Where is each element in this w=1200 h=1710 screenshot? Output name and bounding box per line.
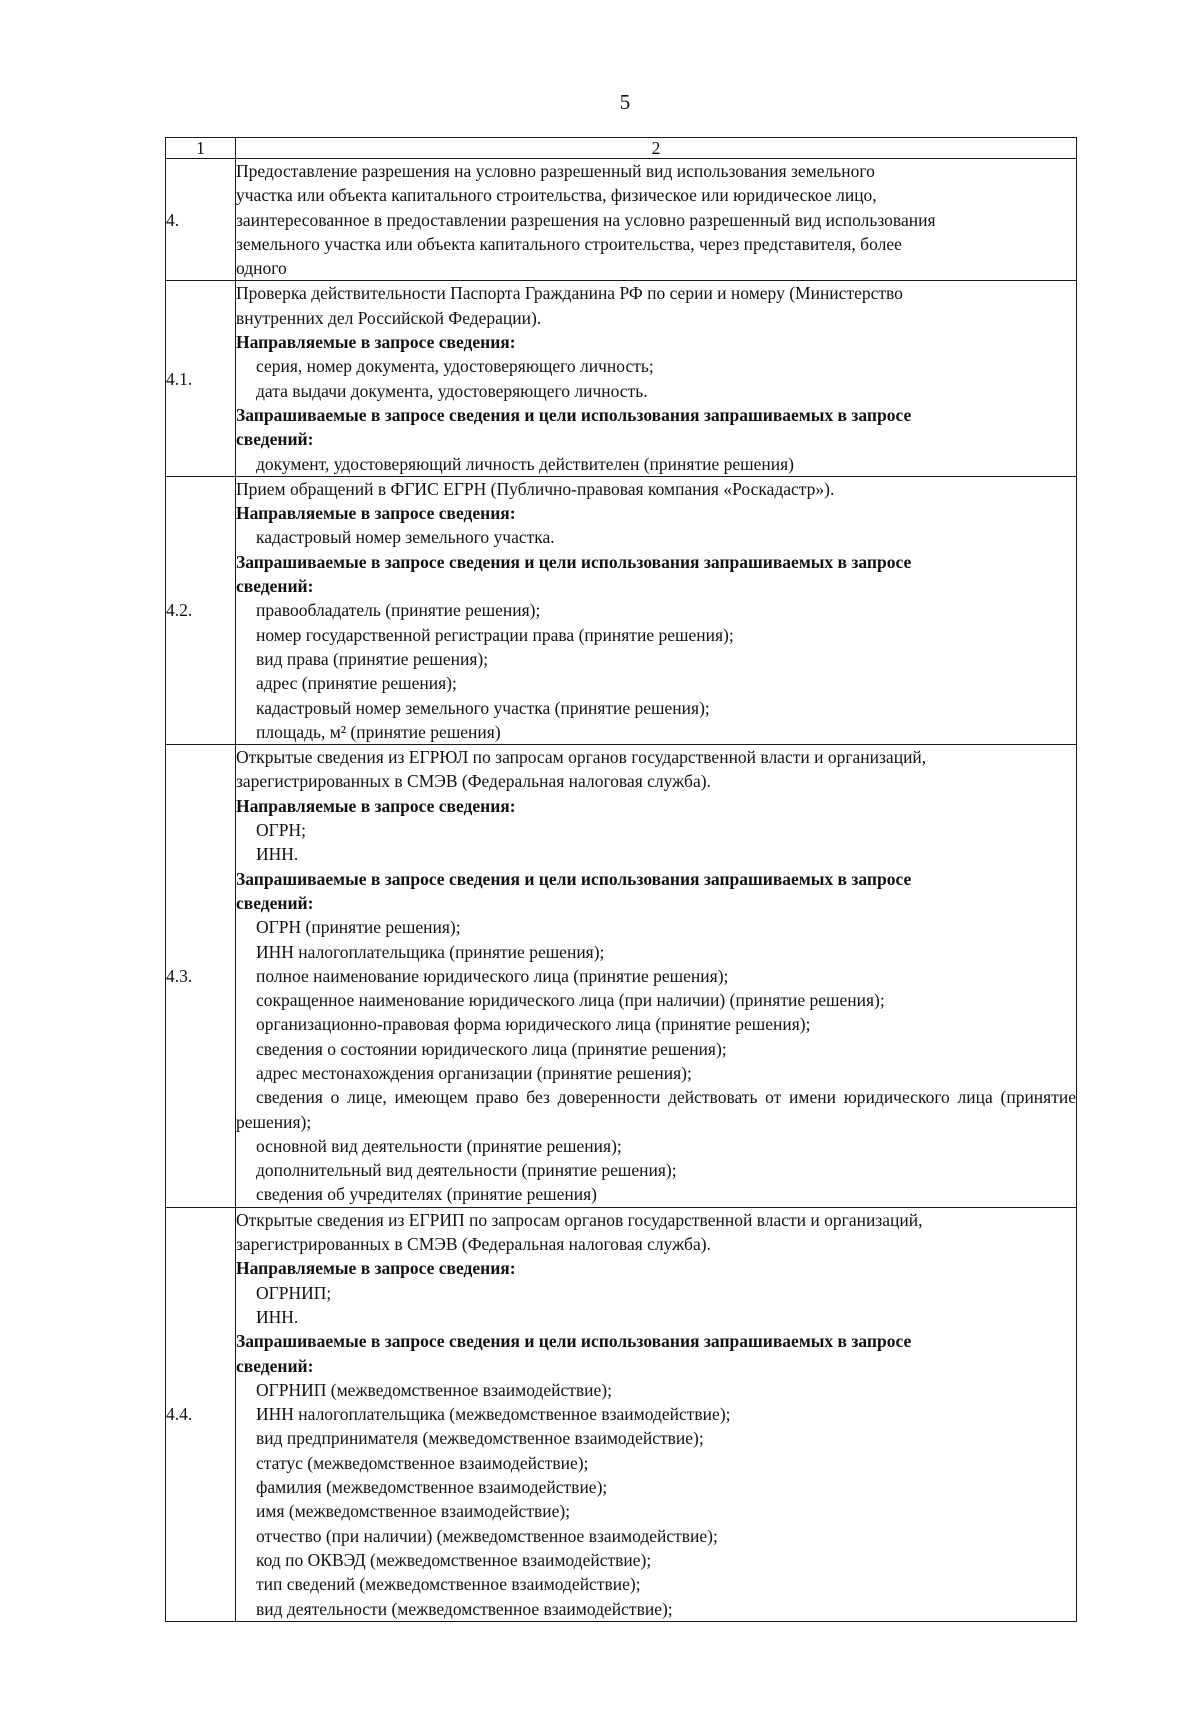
list-item: документ, удостоверяющий личность действителен (принятие решения) xyxy=(256,453,794,474)
content-line: Открытые сведения из ЕГРЮЛ по запросам органов государственной власти и организаций, xyxy=(236,747,927,768)
list-item: фамилия (межведомственное взаимодействие); xyxy=(256,1477,608,1498)
list-item: серия, номер документа, удостоверяющего личность; xyxy=(256,356,654,377)
row-number: 4.1. xyxy=(166,281,236,476)
section-heading: Направляемые в запросе сведения: xyxy=(236,795,516,816)
services-table xyxy=(165,137,1077,1622)
list-item: ИНН. xyxy=(256,844,299,865)
list-item: сокращенное наименование юридического лица (при наличии) (принятие решения); xyxy=(256,990,885,1011)
list-item: ОГРНИП (межведомственное взаимодействие); xyxy=(256,1379,612,1400)
list-item: основной вид деятельности (принятие решения); xyxy=(256,1135,622,1156)
content-line: зарегистрированных в СМЭВ (Федеральная налоговая служба). xyxy=(236,1234,711,1255)
section-heading: сведений: xyxy=(236,429,314,450)
list-item: имя (межведомственное взаимодействие); xyxy=(256,1501,571,1522)
list-item: кадастровый номер земельного участка (принятие решения); xyxy=(256,697,710,718)
section-heading: Направляемые в запросе сведения: xyxy=(236,503,516,524)
section-heading: Запрашиваемые в запросе сведения и цели использования запрашиваемых в запросе xyxy=(236,1331,912,1352)
row-content xyxy=(236,476,1077,744)
table-header-row xyxy=(166,138,1077,159)
services-table-body xyxy=(166,138,1077,1622)
table-row xyxy=(166,1207,1077,1621)
row-content xyxy=(236,1207,1077,1621)
list-item: вид права (принятие решения); xyxy=(256,648,489,669)
list-item: сведения об учредителях (принятие решения) xyxy=(256,1184,597,1205)
list-item: адрес (принятие решения); xyxy=(256,673,457,694)
row-content xyxy=(236,281,1077,476)
content-line: земельного участка или объекта капитального строительства, через представителя, более xyxy=(236,233,902,254)
content-line: Открытые сведения из ЕГРИП по запросам органов государственной власти и организаций, xyxy=(236,1209,923,1230)
list-item: тип сведений (межведомственное взаимодействие); xyxy=(256,1574,641,1595)
list-item: правообладатель (принятие решения); xyxy=(256,600,541,621)
content-line: Проверка действительности Паспорта Гражданина РФ по серии и номеру (Министерство xyxy=(236,283,903,304)
row-content xyxy=(236,745,1077,1208)
table-row xyxy=(166,476,1077,744)
list-item: вид деятельности (межведомственное взаимодействие); xyxy=(256,1598,673,1619)
list-item: площадь, м² (принятие решения) xyxy=(256,721,501,742)
list-item: сведения о лице, имеющем право без доверенности действовать от имени юридического лица (принятие решения); xyxy=(236,1087,1076,1132)
list-item: кадастровый номер земельного участка. xyxy=(256,527,555,548)
section-heading: сведений: xyxy=(236,576,314,597)
table-row xyxy=(166,281,1077,476)
list-item: полное наименование юридического лица (принятие решения); xyxy=(256,965,729,986)
content-line: заинтересованное в предоставлении разрешения на условно разрешенный вид использования xyxy=(236,209,936,230)
list-item: ИНН налогоплательщика (межведомственное взаимодействие); xyxy=(256,1404,731,1425)
header-column-1: 1 xyxy=(166,138,236,159)
list-item: сведения о состоянии юридического лица (принятие решения); xyxy=(256,1038,727,1059)
list-item: отчество (при наличии) (межведомственное взаимодействие); xyxy=(256,1525,718,1546)
table-row xyxy=(166,159,1077,281)
list-item: вид предпринимателя (межведомственное взаимодействие); xyxy=(256,1428,704,1449)
header-column-2: 2 xyxy=(236,138,1077,159)
list-item: номер государственной регистрации права (принятие решения); xyxy=(256,624,734,645)
content-line: внутренних дел Российской Федерации). xyxy=(236,307,542,328)
list-item: ОГРН; xyxy=(256,820,306,841)
section-heading: Запрашиваемые в запросе сведения и цели использования запрашиваемых в запросе xyxy=(236,404,912,425)
row-content xyxy=(236,159,1077,281)
row-number: 4.4. xyxy=(166,1207,236,1621)
list-item: адрес местонахождения организации (принятие решения); xyxy=(256,1062,692,1083)
section-heading: Запрашиваемые в запросе сведения и цели использования запрашиваемых в запросе xyxy=(236,868,912,889)
list-item: дата выдачи документа, удостоверяющего личность. xyxy=(256,380,648,401)
row-number: 4.3. xyxy=(166,745,236,1208)
content-line: участка или объекта капитального строительства, физическое или юридическое лицо, xyxy=(236,185,877,206)
list-item: статус (межведомственное взаимодействие); xyxy=(256,1452,589,1473)
content-line: Предоставление разрешения на условно разрешенный вид использования земельного xyxy=(236,161,875,181)
table-row xyxy=(166,745,1077,1208)
list-item: ОГРН (принятие решения); xyxy=(256,917,461,938)
list-item: ИНН налогоплательщика (принятие решения); xyxy=(256,941,605,962)
list-item: дополнительный вид деятельности (принятие решения); xyxy=(256,1160,677,1181)
section-heading: Запрашиваемые в запросе сведения и цели использования запрашиваемых в запросе xyxy=(236,551,912,572)
section-heading: Направляемые в запросе сведения: xyxy=(236,1258,516,1279)
section-heading: Направляемые в запросе сведения: xyxy=(236,332,516,353)
list-item: код по ОКВЭД (межведомственное взаимодействие); xyxy=(256,1549,652,1570)
row-number: 4.2. xyxy=(166,476,236,744)
content-line: зарегистрированных в СМЭВ (Федеральная налоговая служба). xyxy=(236,771,711,792)
list-item: организационно-правовая форма юридического лица (принятие решения); xyxy=(256,1014,811,1035)
content-line: Прием обращений в ФГИС ЕГРН (Публично-правовая компания «Роскадастр»). xyxy=(236,478,835,499)
section-heading: сведений: xyxy=(236,892,314,913)
list-item: ИНН. xyxy=(256,1306,299,1327)
list-item: ОГРНИП; xyxy=(256,1282,332,1303)
row-number: 4. xyxy=(166,159,236,281)
content-line: одного xyxy=(236,258,287,279)
page-number: 5 xyxy=(619,90,631,114)
section-heading: сведений: xyxy=(236,1355,314,1376)
